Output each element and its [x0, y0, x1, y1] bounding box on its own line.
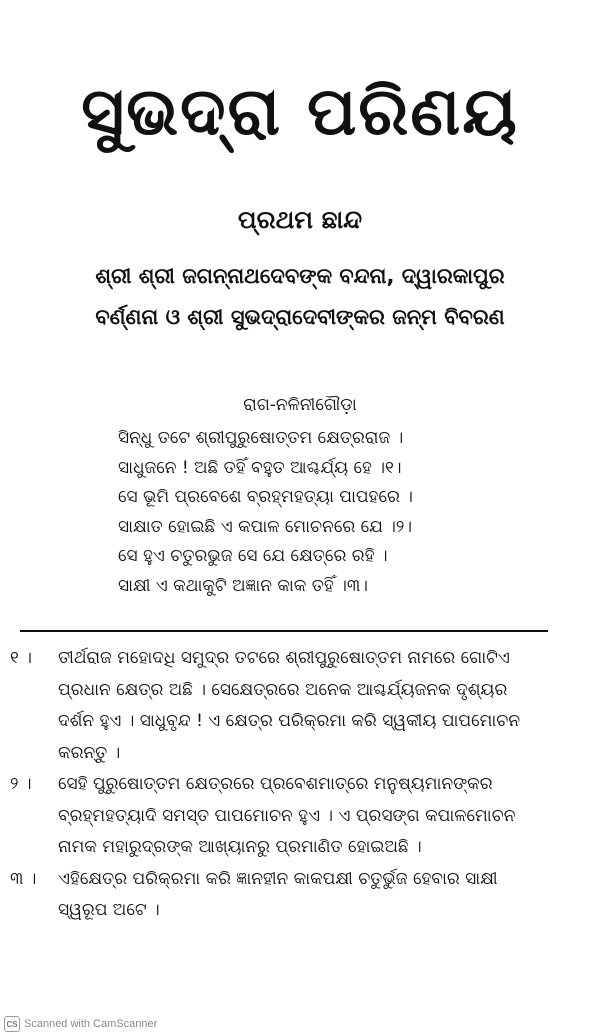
note-line: ସ୍ୱରୂପ ଅଟେ ।: [58, 900, 160, 920]
commentary-notes: [10, 643, 566, 927]
note-number: ୩ ।: [10, 868, 37, 889]
note-line: ସେହି ପୁରୁଷୋତ୍ତମ କ୍ଷେତ୍ରରେ ପ୍ରବେଶମାତ୍ରେ ମନୁଷ୍ୟମାନଙ୍କର: [58, 774, 493, 794]
note-text: [58, 769, 566, 864]
verse-block: [118, 424, 578, 601]
verse-line: ସେ ଭୂମି ପ୍ରବେଶେ ବ୍ରହ୍ମହତ୍ୟା ପାପହରେ ।: [118, 487, 413, 507]
subtitle-line: ବର୍ଣ୍ଣନା ଓ ଶ୍ରୀ ସୁଭଦ୍ରାଦେବୀଙ୍କର ଜନ୍ମ ବିବରଣ: [95, 305, 505, 329]
subtitle-line: ଶ୍ରୀ ଶ୍ରୀ ଜଗନ୍ନାଥଦେବଙ୍କ ବନ୍ଦନା, ଦ୍ୱାରକାପୁର: [95, 264, 505, 288]
note-line: କରନ୍ତୁ ।: [58, 742, 121, 763]
note-line: ପ୍ରଧାନ କ୍ଷେତ୍ର ଅଛି । ସେକ୍ଷେତ୍ରରେ ଅନେକ ଆଶ୍ଚର୍ଯ୍ୟଜନକ ଦୃଶ୍ୟର: [58, 679, 508, 700]
verse-line: ସାକ୍ଷାତ ହୋଇଛି ଏ କପାଳ ମୋଚନରେ ଯେ ।୨।: [118, 516, 413, 537]
section-divider: [20, 630, 548, 632]
note-text: [58, 864, 566, 927]
verse-line: ସାଧୁଜନେ ! ଅଛି ତହିଁ ବହୁତ ଆଶ୍ଚର୍ଯ୍ୟ ହେ ।୧।: [118, 457, 402, 478]
note-line: ନାମକ ମହାରୁଦ୍ରଙ୍କ ଆଖ୍ୟାନରୁ ପ୍ରମାଣିତ ହୋଇଅଛି ।: [58, 837, 422, 857]
note-line: ବ୍ରହ୍ମହତ୍ୟାଦି ସମସ୍ତ ପାପମୋଚନ ହୁଏ । ଏ ପ୍ରସଙ୍ଗ କପାଳମୋଚନ: [58, 805, 516, 826]
verse-line: ସାକ୍ଷୀ ଏ କଥାକୁଟି ଅଜ୍ଞାନ କାକ ତହିଁ ।୩।: [118, 575, 368, 596]
note-text: [58, 643, 566, 769]
note-number: ୨ ।: [10, 774, 32, 794]
book-title: ସୁଭଦ୍ରା ପରିଣୟ: [81, 73, 519, 150]
note-item: [10, 864, 566, 927]
note-line: ଏହିକ୍ଷେତ୍ର ପରିକ୍ରମା କରି ଜ୍ଞାନହୀନ କାକପକ୍ଷୀ ଚତୁର୍ଭୁଜ ହେବାର ସାକ୍ଷୀ: [58, 868, 498, 889]
note-line: ତୀର୍ଥରାଜ ମହୋଦଧି ସମୁଦ୍ର ତଟରେ ଶ୍ରୀପୁରୁଷୋତ୍ତମ ନାମରେ ଗୋଟିଏ: [58, 648, 510, 668]
camscanner-logo-icon: CS: [4, 1016, 20, 1032]
note-item: [10, 769, 566, 864]
note-item: [10, 643, 566, 769]
note-number: ୧ ।: [10, 648, 32, 668]
raga-heading: ରାଗ-ନଳିନୀଗୌଡ଼ା: [243, 395, 357, 415]
verse-line: ସେ ହୁଏ ଚତୁରଭୁଜ ସେ ଯେ କ୍ଷେତ୍ରେ ରହି ।: [118, 546, 388, 566]
chapter-heading: ପ୍ରଥମ ଛାନ୍ଦ: [237, 205, 363, 234]
watermark-text: Scanned with CamScanner: [24, 1018, 158, 1030]
chapter-subtitle: [20, 256, 580, 338]
scanner-watermark: [4, 1016, 157, 1032]
verse-line: ସିନ୍ଧୁ ତଟେ ଶ୍ରୀପୁରୁଷୋତ୍ତମ କ୍ଷେତ୍ରରାଜ ।: [118, 428, 404, 448]
note-line: ଦର୍ଶନ ହୁଏ । ସାଧୁବୃନ୍ଦ ! ଏ କ୍ଷେତ୍ର ପରିକ୍ରମା କରି ସ୍ୱକୀୟ ପାପମୋଚନ: [58, 711, 521, 731]
